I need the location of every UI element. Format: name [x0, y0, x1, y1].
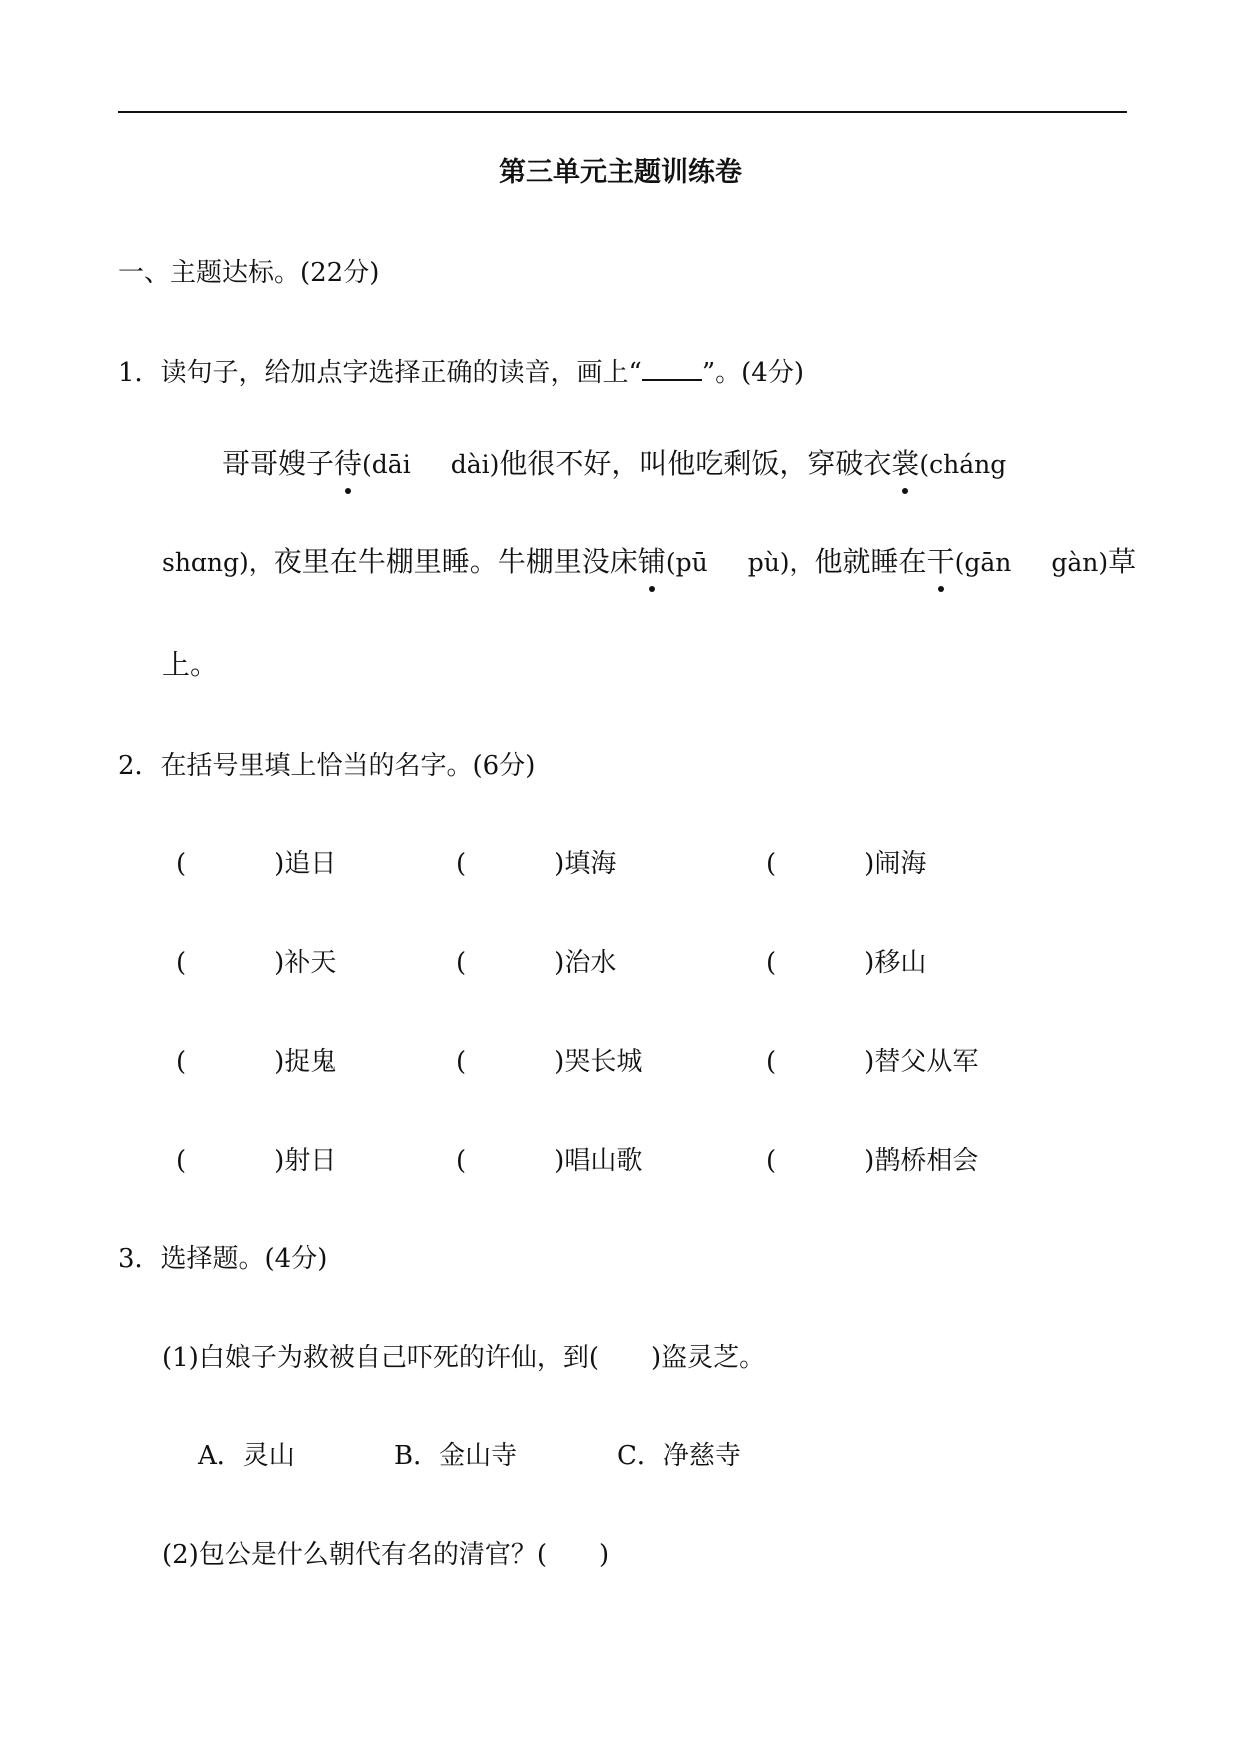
- cell-text: 填海: [564, 849, 617, 879]
- page-title: 第三单元主题训练卷: [499, 157, 742, 188]
- q1-line-3: 上。: [162, 648, 219, 681]
- fill-blank-cell[interactable]: ( )治水: [456, 948, 617, 978]
- pinyin-4b: gàn): [1051, 548, 1109, 577]
- fill-blank-cell[interactable]: ( )鹊桥相会: [766, 1146, 979, 1176]
- option-a[interactable]: A．灵山: [198, 1441, 295, 1471]
- section-heading: 一、主题达标。(22分): [118, 258, 380, 288]
- cell-text: 捉鬼: [284, 1047, 337, 1077]
- fill-blank-cell[interactable]: ( )追日: [176, 849, 337, 879]
- fill-blank-cell[interactable]: ( )唱山歌: [456, 1146, 643, 1176]
- question-2-label: 2．在括号里填上恰当的名字。(6分): [118, 751, 536, 781]
- cell-text: 射日: [284, 1146, 337, 1176]
- pinyin-2b: shɑng)，: [162, 548, 274, 577]
- cell-text: 唱山歌: [564, 1146, 643, 1176]
- q1-seg5: 草: [1108, 545, 1137, 578]
- pinyin-4a: (gān: [954, 548, 1012, 577]
- fill-blank-cell[interactable]: ( )补天: [176, 948, 337, 978]
- cell-text: 鹊桥相会: [874, 1146, 979, 1176]
- pinyin-3a: (pū: [665, 548, 708, 577]
- q1-label-end: ”。(4分): [701, 358, 804, 388]
- pinyin-1b: dài): [450, 450, 500, 479]
- q1-line-1: [222, 442, 1006, 482]
- underline-sample: [642, 359, 702, 381]
- dotted-char-3: 铺: [638, 540, 666, 580]
- fill-blank-cell[interactable]: ( )哭长城: [456, 1047, 643, 1077]
- option-b[interactable]: B．金山寺: [394, 1441, 518, 1471]
- fill-blank-cell[interactable]: ( )射日: [176, 1146, 337, 1176]
- cell-text: 补天: [284, 948, 337, 978]
- q1-seg2: 他很不好，叫他吃剩饭，穿破衣: [499, 447, 892, 480]
- cell-text: 治水: [564, 948, 617, 978]
- cell-text: 哭长城: [564, 1047, 643, 1077]
- q1-label-text: 1．读句子，给加点字选择正确的读音，画上“: [118, 358, 642, 388]
- top-rule: [118, 111, 1127, 113]
- q3-sub-1: (1)白娘子为救被自己吓死的许仙，到( )盗灵芝。: [162, 1343, 766, 1373]
- q1-line-2: [162, 540, 1136, 580]
- q3-sub-2: (2)包公是什么朝代有名的清官？( ): [162, 1540, 610, 1570]
- fill-blank-cell[interactable]: ( )闹海: [766, 849, 927, 879]
- q1-seg1: 哥哥嫂子: [222, 447, 335, 480]
- fill-blank-cell[interactable]: ( )填海: [456, 849, 617, 879]
- q1-seg3: 夜里在牛棚里睡。牛棚里没床: [273, 545, 638, 578]
- cell-text: 替父从军: [874, 1047, 979, 1077]
- q1-seg4: 他就睡在: [814, 545, 927, 578]
- fill-blank-cell[interactable]: ( )移山: [766, 948, 927, 978]
- cell-text: 追日: [284, 849, 337, 879]
- cell-text: 移山: [874, 948, 927, 978]
- pinyin-1a: (dāi: [362, 450, 411, 479]
- dotted-char-2: 裳: [891, 442, 919, 482]
- fill-blank-cell[interactable]: ( )捉鬼: [176, 1047, 337, 1077]
- question-3-label: 3．选择题。(4分): [118, 1244, 328, 1274]
- cell-text: 闹海: [874, 849, 927, 879]
- pinyin-3b: pù)，: [747, 548, 815, 577]
- option-c[interactable]: C．净慈寺: [617, 1441, 741, 1471]
- pinyin-2a: (cháng: [919, 450, 1007, 479]
- dotted-char-4: 干: [927, 540, 955, 580]
- dotted-char-1: 待: [334, 442, 362, 482]
- question-1-label: [118, 352, 804, 389]
- fill-blank-cell[interactable]: ( )替父从军: [766, 1047, 979, 1077]
